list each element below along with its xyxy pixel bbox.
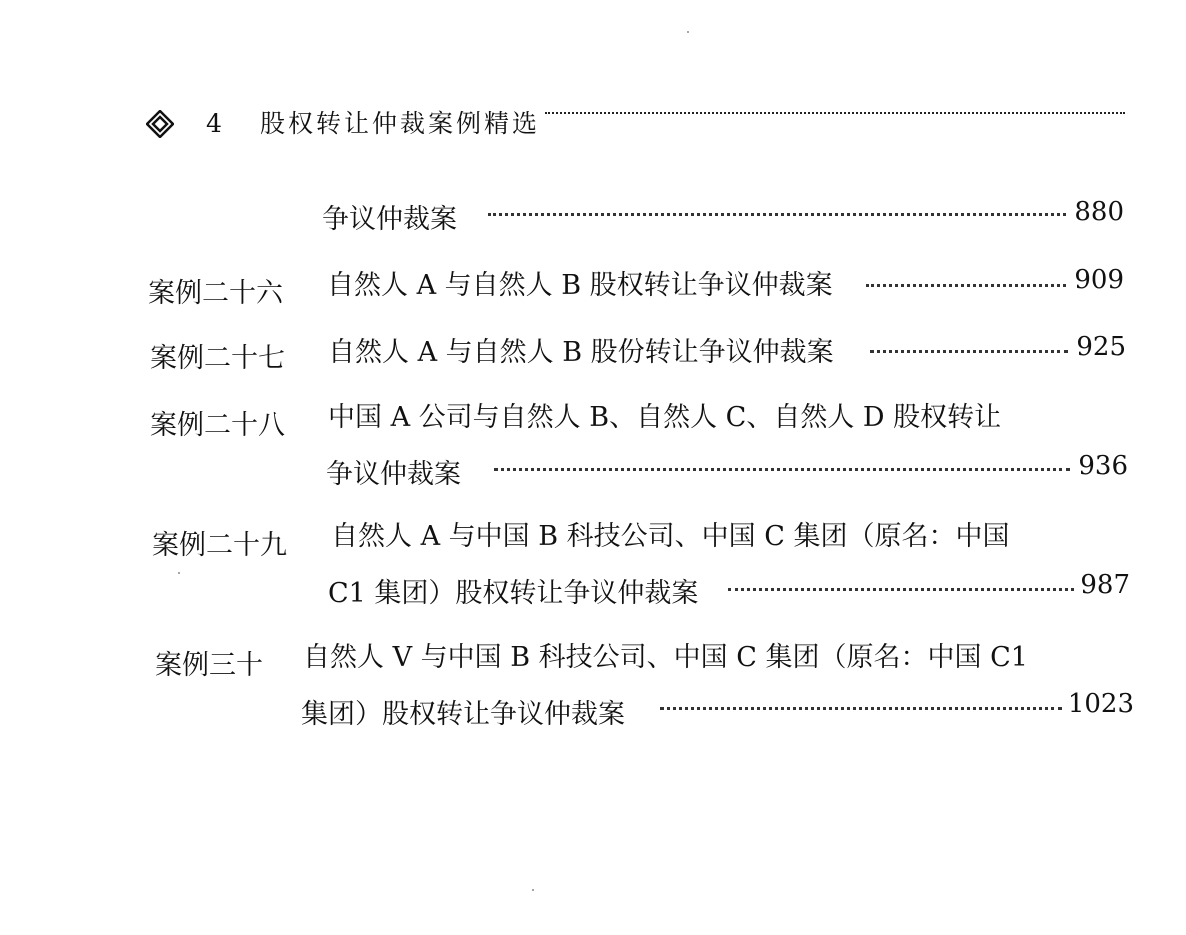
toc-leader-dots xyxy=(488,213,1066,216)
book-title: 股权转让仲裁案例精选 xyxy=(260,109,541,138)
toc-leader-dots xyxy=(870,350,1068,353)
toc-page-number: 880 xyxy=(1074,197,1124,227)
toc-leader-dots xyxy=(728,588,1074,591)
toc-leader-dots xyxy=(660,707,1062,710)
toc-entry-title-continued: 集团）股权转让争议仲裁案 xyxy=(301,699,625,730)
toc-case-label: 案例二十七 xyxy=(150,343,285,374)
toc-case-label: 案例二十六 xyxy=(148,278,283,309)
toc-entry-title-continued: 争议仲裁案 xyxy=(326,459,461,490)
toc-page-number: 987 xyxy=(1080,570,1130,600)
scan-speck xyxy=(532,889,534,891)
toc-entry-title: 自然人 A 与自然人 B 股权转让争议仲裁案 xyxy=(327,270,833,301)
diamond-ornament-icon xyxy=(146,110,174,138)
header-dotted-rule xyxy=(545,112,1125,114)
toc-leader-dots xyxy=(866,284,1066,287)
toc-leader-dots xyxy=(494,468,1070,471)
toc-entry-title: 争议仲裁案 xyxy=(322,204,457,235)
toc-page-number: 925 xyxy=(1076,332,1126,362)
page-header xyxy=(140,104,1125,144)
toc-page-number: 909 xyxy=(1074,265,1124,295)
toc-entry-title: 自然人 A 与中国 B 科技公司、中国 C 集团（原名：中国 xyxy=(331,521,1010,552)
toc-entry-title: 自然人 V 与中国 B 科技公司、中国 C 集团（原名：中国 C1 xyxy=(303,642,1028,673)
chapter-number: 4 xyxy=(206,109,222,138)
toc-entry-title: 自然人 A 与自然人 B 股份转让争议仲裁案 xyxy=(328,337,834,368)
toc-page-number: 1023 xyxy=(1067,689,1134,719)
scan-speck xyxy=(687,31,689,33)
toc-case-label: 案例三十 xyxy=(155,650,263,681)
scan-speck xyxy=(178,572,180,574)
toc-case-label: 案例二十八 xyxy=(150,410,285,441)
toc-entry-title-continued: C1 集团）股权转让争议仲裁案 xyxy=(328,578,699,609)
toc-page-number: 936 xyxy=(1078,451,1128,481)
toc-entry-title: 中国 A 公司与自然人 B、自然人 C、自然人 D 股权转让 xyxy=(328,402,1002,433)
toc-case-label: 案例二十九 xyxy=(152,530,287,561)
